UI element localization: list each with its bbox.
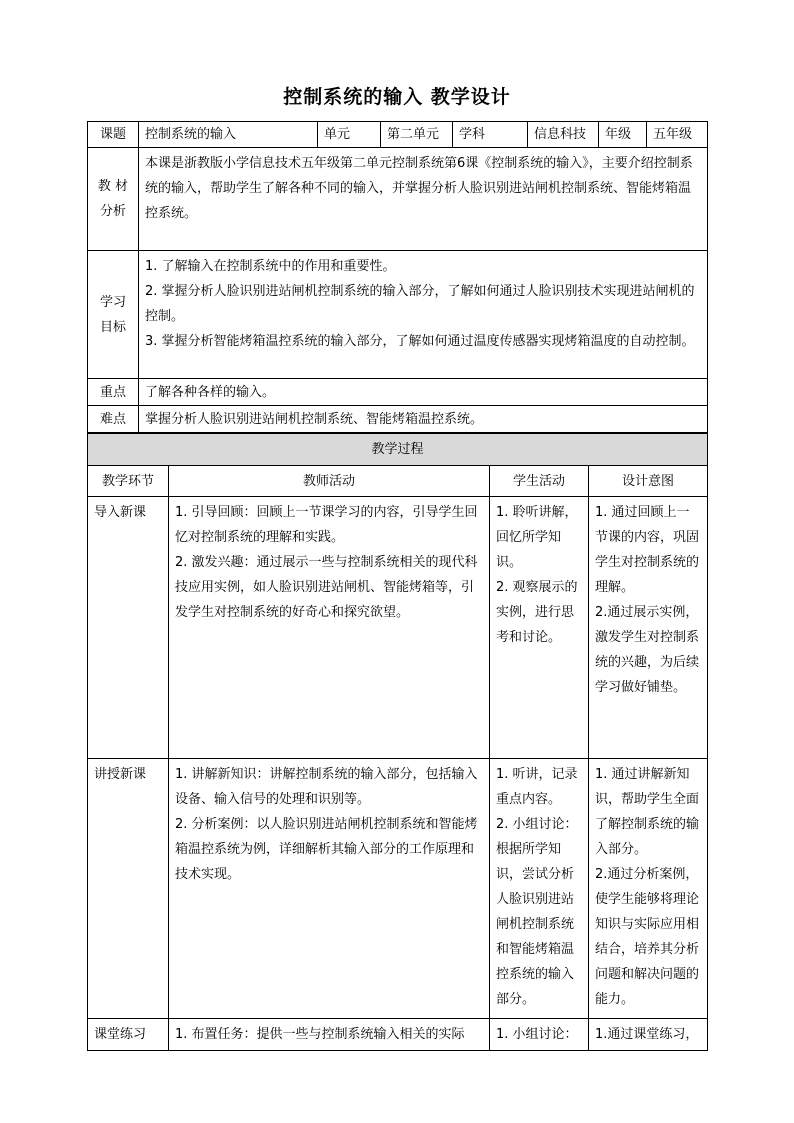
column-header: 设计意图 — [589, 466, 708, 497]
table-row — [88, 497, 708, 759]
goal-item: 1. 了解输入在控制系统中的作用和重要性。 — [145, 259, 396, 274]
grade-label: 年级 — [599, 122, 647, 148]
key-point-label: 重点 — [88, 379, 139, 406]
key-point-text: 了解各种各样的输入。 — [139, 379, 708, 406]
teacher-activity: 1. 布置任务：提供一些与控制系统输入相关的实际 — [169, 1019, 490, 1051]
grade-value: 五年级 — [647, 122, 708, 148]
goal-item: 2. 掌握分析人脸识别进站闸机控制系统的输入部分，了解如何通过人脸识别技术实现进站闸机的控制。 — [145, 284, 695, 324]
lesson-info-table — [87, 121, 708, 433]
goal-item: 3. 掌握分析智能烤箱温控系统的输入部分，了解如何通过温度传感器实现烤箱温度的自动控制。 — [145, 334, 695, 349]
student-activity: 1. 听讲，记录重点内容。 2. 小组讨论：根据所学知识，尝试分析人脸识别进站闸机控制系统和智能烤箱温控系统的输入部分。 — [490, 759, 589, 1019]
student-activity: 1. 聆听讲解，回忆所学知识。 2. 观察展示的实例，进行思考和讨论。 — [490, 497, 589, 759]
column-header: 学生活动 — [490, 466, 589, 497]
design-intent: 1.通过课堂练习， — [589, 1019, 708, 1051]
difficulty-label: 难点 — [88, 406, 139, 433]
table-row — [88, 1019, 708, 1051]
analysis-text: 本课是浙教版小学信息技术五年级第二单元控制系统第6课《控制系统的输入》，主要介绍控制系统的输入，帮助学生了解各种不同的输入，并掌握分析人脸识别进站闸机控制系统、智能烤箱温控系统。 — [139, 148, 708, 251]
design-intent: 1. 通过回顾上一节课的内容，巩固学生对控制系统的理解。 2.通过展示实例，激发学生对控制系统的兴趣，为后续学习做好铺垫。 — [589, 497, 708, 759]
column-header: 教学环节 — [88, 466, 169, 497]
stage-cell: 讲授新课 — [88, 759, 169, 1019]
goals-list — [139, 251, 708, 379]
process-header: 教学过程 — [88, 434, 708, 466]
goals-label: 学习 目标 — [88, 251, 139, 379]
document-title: 控制系统的输入 教学设计 — [283, 86, 511, 108]
stage-cell: 导入新课 — [88, 497, 169, 759]
design-intent: 1. 通过讲解新知识，帮助学生全面了解控制系统的输入部分。 2.通过分析案例，使学生能够将理论知识与实际应用相结合，培养其分析问题和解决问题的能力。 — [589, 759, 708, 1019]
subject-label: 学科 — [453, 122, 528, 148]
unit-label: 单元 — [318, 122, 381, 148]
table-row — [88, 759, 708, 1019]
difficulty-text: 掌握分析人脸识别进站闸机控制系统、智能烤箱温控系统。 — [139, 406, 708, 433]
topic-value: 控制系统的输入 — [139, 122, 318, 148]
student-activity: 1. 小组讨论： — [490, 1019, 589, 1051]
subject-value: 信息科技 — [528, 122, 599, 148]
analysis-label: 教 材 分析 — [88, 148, 139, 251]
unit-value: 第二单元 — [381, 122, 453, 148]
teacher-activity: 1. 引导回顾：回顾上一节课学习的内容，引导学生回忆对控制系统的理解和实践。 2. 激发兴趣：通过展示一些与控制系统相关的现代科技应用实例，如人脸识别进站闸机、智能烤箱等，引发学生对控制系统的好奇心和探究欲望。 — [169, 497, 490, 759]
stage-cell: 课堂练习 — [88, 1019, 169, 1051]
topic-label: 课题 — [88, 122, 139, 148]
teacher-activity: 1. 讲解新知识：讲解控制系统的输入部分，包括输入设备、输入信号的处理和识别等。 2. 分析案例：以人脸识别进站闸机控制系统和智能烤箱温控系统为例，详细解析其输入部分的工作原理和技术实现。 — [169, 759, 490, 1019]
teaching-process-table — [87, 433, 708, 1051]
column-header: 教师活动 — [169, 466, 490, 497]
